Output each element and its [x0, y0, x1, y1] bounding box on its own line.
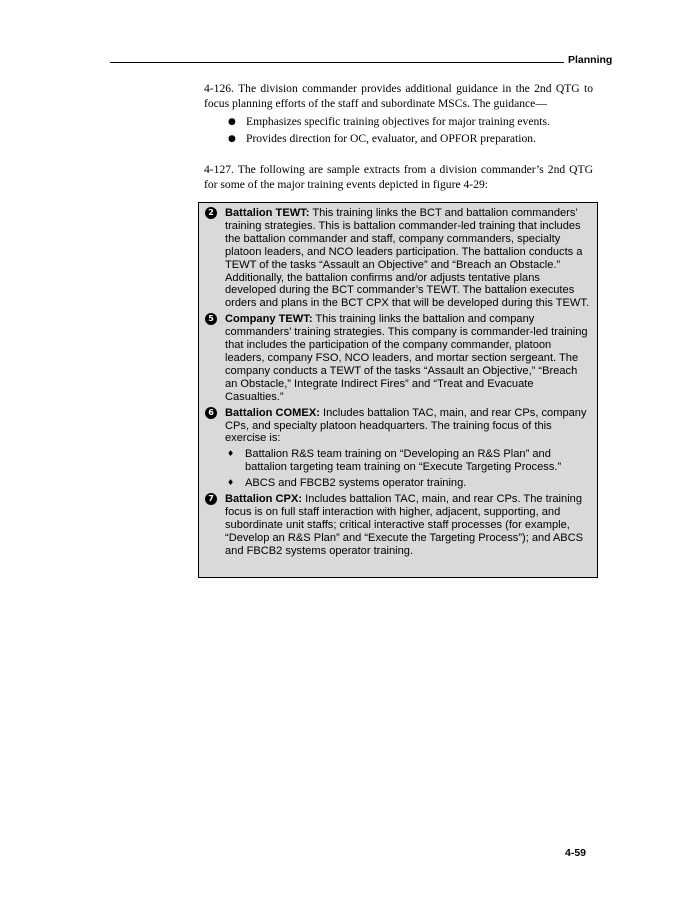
diamond-bullet-icon: ♦ — [227, 449, 235, 459]
entry-text: Includes battalion TAC, main, and rear CPs, company CPs, and specialty platoon headquarters. The training focus of this exercise is: — [225, 406, 587, 445]
bullet-icon: ● — [228, 133, 236, 144]
running-header-title: Planning — [568, 54, 613, 66]
number-6-icon: 6 — [205, 407, 217, 419]
entry-battalion-tewt — [203, 207, 591, 310]
paragraph-4-127 — [204, 163, 593, 192]
entry-title: Battalion TEWT: — [225, 207, 310, 219]
entry-title: Company TEWT: — [225, 313, 313, 326]
list-item: ♦ ABCS and FBCB2 systems operator training. — [227, 477, 467, 490]
qtg-extract-box — [198, 202, 598, 578]
entry-text: This training links the BCT and battalion commanders’ training strategies. This is battalion commander-led training that includes the battalion commander and staff, company commanders, specialty platoon leaders, and NCO leaders participation. The battalion conducts a TEWT of the tasks “Assault an Objective” and “Breach an Obstacle.” Additionally, the battalion confirms and/or adjusts tentative plans developed during the BCT commander’s TEWT. The battalion executes orders and plans in the BCT CPX that will be developed during this TEWT. — [225, 207, 590, 310]
entry-text: Includes battalion TAC, main, and rear CPs. The training focus is on full staff interaction with higher, adjacent, supporting, and subordinate unit staffs; critical interactive staff processes (for example, “Develop an R&S Plan” and “Execute the Targeting Process”); and ABCS and FBCB2 systems operator training. — [225, 493, 584, 557]
guidance-bullet-item: ● Emphasizes specific training objectives for major training events. — [204, 114, 593, 131]
number-5-icon: 5 — [205, 313, 217, 325]
entry-company-tewt — [203, 313, 591, 403]
guidance-bullet-list — [204, 114, 593, 147]
guidance-bullet-item: ● Provides direction for OC, evaluator, and OPFOR preparation. — [204, 131, 593, 148]
bullet-icon: ● — [228, 117, 236, 128]
entry-battalion-comex — [203, 407, 591, 490]
entry-title: Battalion COMEX: — [225, 406, 320, 419]
number-7-icon: 7 — [205, 493, 217, 505]
page-number: 4-59 — [565, 847, 587, 859]
paragraph-4-126 — [204, 82, 593, 147]
header-rule — [110, 62, 564, 63]
paragraph-4-127-text: 4-127. The following are sample extracts from a division commander’s 2nd QTG for some of the major training events depicted in figure 4-29: — [204, 163, 593, 191]
comex-focus-list — [225, 448, 591, 490]
entry-text: This training links the battalion and company commanders’ training strategies. This company is commander-led training that includes the participation of the company commander, platoon leaders, company FSO, NCO leaders, and mortar section sergeant. The company conducts a TEWT of the tasks “Assault an Objective,” “Breach an Obstacle,” Integrate Indirect Fires” and “Treat and Evacuate Casualties.” — [225, 313, 588, 403]
list-item: ♦ Battalion R&S team training on “Developing an R&S Plan” and battalion targeting team training on “Execute Targeting Process.” — [227, 448, 562, 474]
diamond-bullet-icon: ♦ — [227, 478, 235, 488]
entry-battalion-cpx — [203, 493, 591, 558]
paragraph-4-126-text: 4-126. The division commander provides additional guidance in the 2nd QTG to focus planning efforts of the staff and subordinate MSCs. The guidance— — [204, 82, 593, 110]
number-2-icon: 2 — [205, 207, 217, 219]
entry-title: Battalion CPX: — [225, 493, 303, 506]
